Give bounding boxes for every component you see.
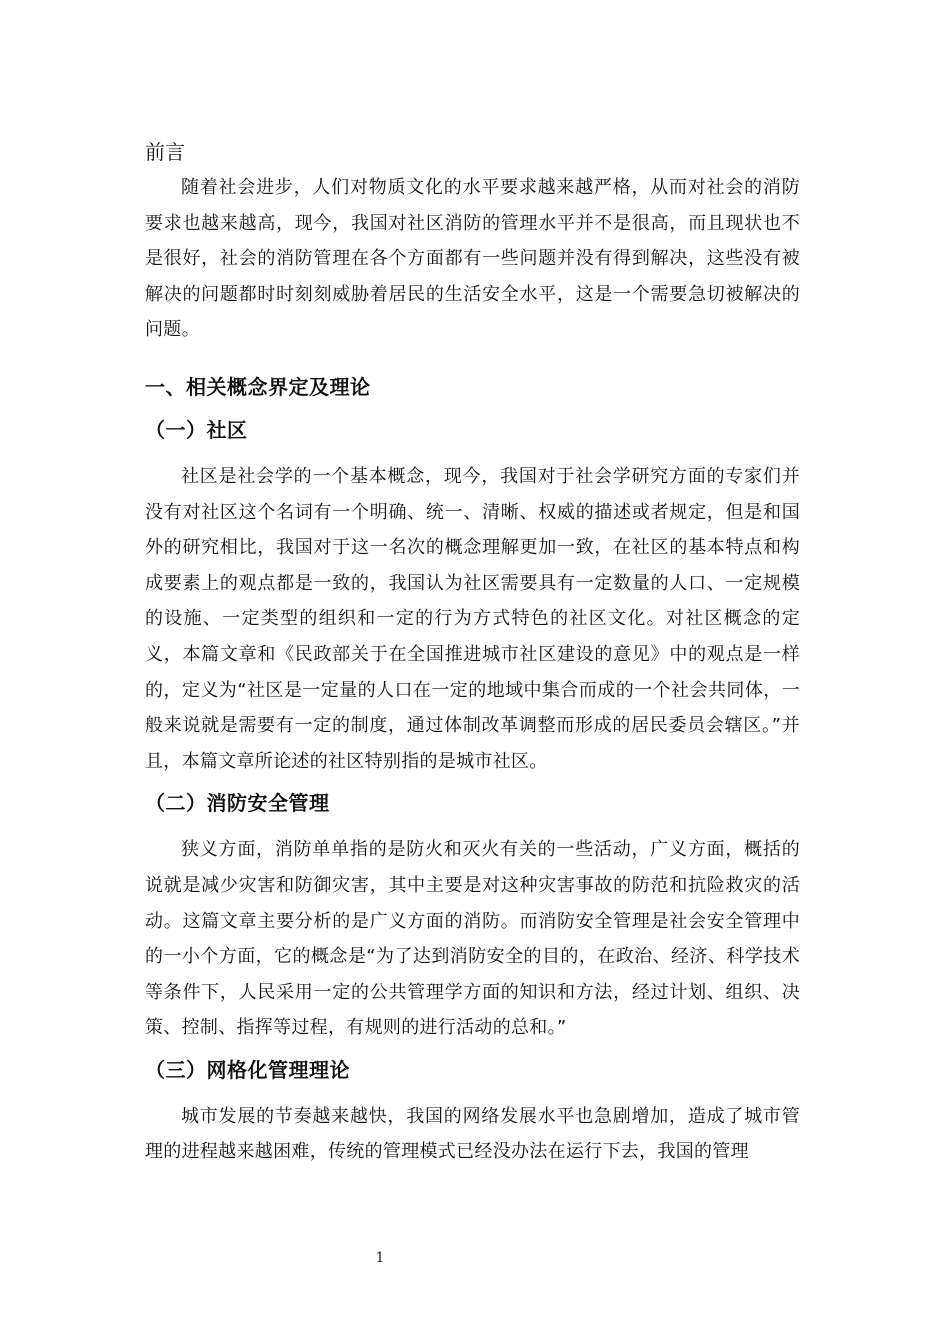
- page-number: 1: [375, 1250, 385, 1266]
- preface-title: 前言: [145, 140, 185, 164]
- subsection-heading-community: （一）社区: [145, 417, 248, 442]
- subsection-heading-fire-safety: （二）消防安全管理: [145, 791, 330, 816]
- page-number-footer: [0, 1249, 950, 1267]
- fire-safety-paragraph: 狭义方面，消防单单指的是防火和灭火有关的一些活动，广义方面，概括的说就是减少灾害和防御灾害，其中主要是对这种灾害事故的防范和抗险救灾的活动。这篇文章主要分析的是广义方面的消防。而消防安全管理是社会安全管理中的一小个方面，它的概念是“为了达到消防安全的目的，在政治、经济、科学技术等条件下，人民采用一定的公共管理学方面的知识和方法，经过计划、组织、决策、控制、指挥等过程，有规则的进行活动的总和。”: [145, 839, 800, 1039]
- community-paragraph: 社区是社会学的一个基本概念，现今，我国对于社会学研究方面的专家们并没有对社区这个名词有一个明确、统一、清晰、权威的描述或者规定，但是和国外的研究相比，我国对于这一名次的概念理解更加一致，在社区的基本特点和构成要素上的观点都是一致的，我国认为社区需要具有一定数量的人口、一定规模的设施、一定类型的组织和一定的行为方式特色的社区文化。对社区概念的定义，本篇文章和《民政部关于在全国推进城市社区建设的意见》中的观点是一样的，定义为“社区是一定量的人口在一定的地域中集合而成的一个社会共同体，一般来说就是需要有一定的制度，通过体制改革调整而形成的居民委员会辖区。”并且，本篇文章所论述的社区特别指的是城市社区。: [145, 465, 800, 772]
- subsection-heading-grid-management: （三）网格化管理理论: [145, 1057, 350, 1082]
- grid-management-paragraph: 城市发展的节奏越来越快，我国的网络发展水平也急剧增加，造成了城市管理的进程越来越困难，传统的管理模式已经没办法在运行下去，我国的管理: [145, 1105, 800, 1163]
- section-heading: 一、相关概念界定及理论: [145, 374, 371, 399]
- document-body: [145, 137, 800, 1170]
- preface-paragraph: 随着社会进步，人们对物质文化的水平要求越来越严格，从而对社会的消防要求也越来越高，现今，我国对社区消防的管理水平并不是很高，而且现状也不是很好，社会的消防管理在各个方面都有一些问题并没有得到解决，这些没有被解决的问题都时时刻刻威胁着居民的生活安全水平，这是一个需要急切被解决的问题。: [145, 177, 800, 341]
